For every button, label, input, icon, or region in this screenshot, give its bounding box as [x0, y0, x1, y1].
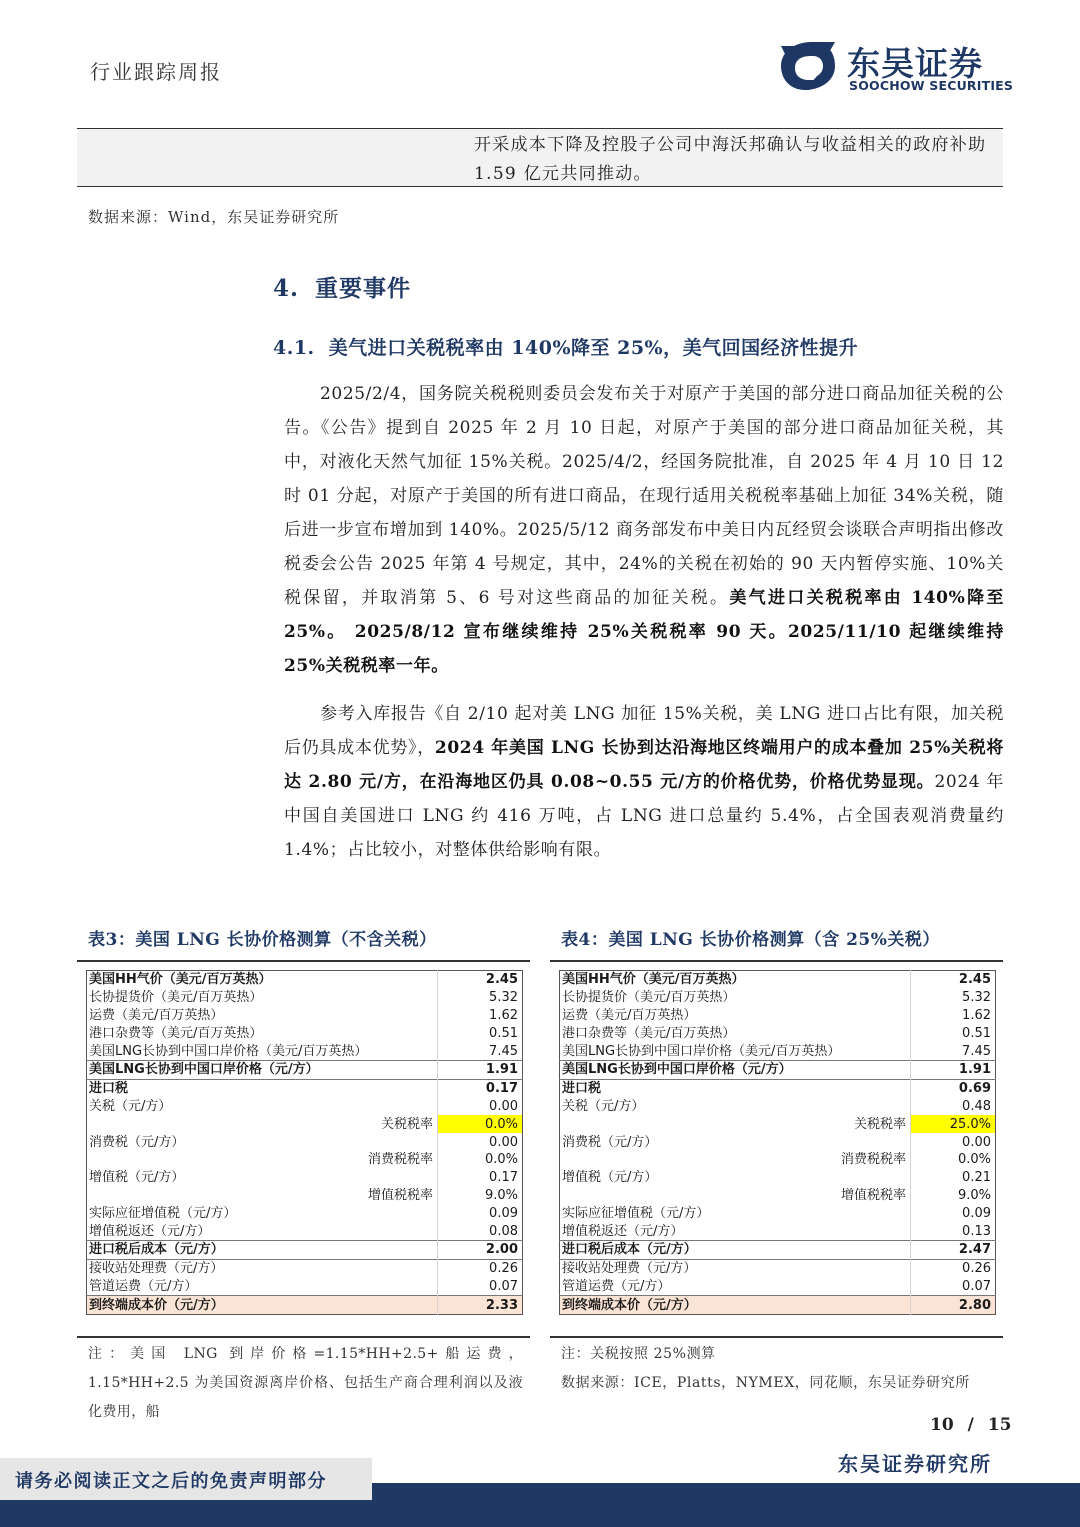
continued-table-cell [77, 129, 1003, 187]
table-row [87, 1024, 523, 1042]
row-label: 进口税后成本（元/方） [560, 1240, 911, 1259]
row-label: 美国LNG长协到中国口岸价格（元/方） [560, 1060, 911, 1079]
row-label: 接收站处理费（元/方） [87, 1259, 438, 1277]
subsection-title: 美气进口关税税率由 140%降至 25%，美气回国经济性提升 [328, 337, 859, 359]
subsection-heading [273, 333, 858, 360]
brand-logo [777, 40, 1014, 96]
table-4-source: 数据来源：ICE，Platts，NYMEX，同花顺，东吴证券研究所 [561, 1375, 970, 1391]
table-row [560, 1133, 996, 1151]
brand-name-en: SOOCHOW SECURITIES [849, 78, 1014, 93]
subsection-number: 4.1. [273, 337, 315, 359]
paragraph-2-text-a: 参考入库报告《自 2/10 起对美 LNG 加征 15%关税，美 LNG 进口占比有限，加关税后仍具成本优势》， [284, 704, 1004, 758]
table-3-note: 注：美国 LNG 到岸价格=1.15*HH+2.5+船运费，1.15*HH+2.5 为美国资源离岸价格、包括生产商合理利润以及液化费用，船 [88, 1346, 523, 1420]
row-label: 增值税税率 [87, 1187, 438, 1205]
row-label: 到终端成本价（元/方） [87, 1296, 438, 1315]
table-4-caption: 表4：美国 LNG 长协价格测算（含 25%关税） [561, 930, 940, 950]
row-value: 25.0% [911, 1115, 996, 1133]
row-value: 1.91 [438, 1060, 523, 1079]
row-value: 0.17 [489, 1170, 518, 1186]
row-value: 0.21 [962, 1170, 991, 1186]
row-value: 0.51 [489, 1025, 518, 1041]
row-label: 增值税（元/方） [87, 1169, 438, 1187]
row-value: 2.47 [911, 1240, 996, 1259]
footer-disclaimer-box [0, 1458, 372, 1500]
body-paragraph-1 [284, 377, 1004, 683]
row-value: 0.48 [962, 1098, 991, 1114]
table-3-bottom-rule [77, 1336, 530, 1338]
row-label: 到终端成本价（元/方） [560, 1296, 911, 1315]
row-value: 0.09 [489, 1205, 518, 1221]
row-value: 5.32 [489, 990, 518, 1006]
row-label: 消费税税率 [87, 1151, 438, 1169]
row-label: 实际应征增值税（元/方） [87, 1204, 438, 1222]
table-row [560, 1151, 996, 1169]
table-row [87, 1098, 523, 1116]
footer-disclaimer: 请务必阅读正文之后的免责声明部分 [15, 1471, 327, 1492]
table-row [87, 1278, 523, 1296]
table-row [87, 1187, 523, 1205]
table-row [560, 1222, 996, 1240]
table-row [87, 1060, 523, 1079]
row-label: 港口杂费等（美元/百万英热） [87, 1024, 438, 1042]
row-value: 1.91 [911, 1060, 996, 1079]
row-label: 长协提货价（美元/百万英热） [87, 989, 438, 1007]
row-value: 0.26 [911, 1259, 996, 1277]
row-label: 关税（元/方） [560, 1098, 911, 1116]
row-value: 2.45 [485, 972, 518, 988]
row-label: 消费税（元/方） [87, 1133, 438, 1151]
row-label: 管道运费（元/方） [87, 1278, 438, 1296]
table-row [560, 1098, 996, 1116]
row-label: 关税（元/方） [87, 1098, 438, 1116]
row-value: 0.07 [489, 1278, 518, 1294]
table-row [87, 1133, 523, 1151]
table-row [87, 1007, 523, 1025]
row-value: 0.51 [962, 1025, 991, 1041]
row-label: 消费税税率 [560, 1151, 911, 1169]
row-value: 5.32 [962, 990, 991, 1006]
row-label: 增值税税率 [560, 1187, 911, 1205]
table-row [87, 1204, 523, 1222]
row-label: 美国HH气价（美元/百万英热） [87, 971, 438, 989]
section-number: 4. [273, 275, 300, 302]
row-value: 2.33 [438, 1296, 523, 1315]
table-row [87, 1042, 523, 1060]
row-value: 0.00 [962, 1134, 991, 1150]
brand-logo-icon [777, 40, 839, 92]
table-4-notes [561, 1340, 1001, 1398]
row-label: 增值税（元/方） [560, 1169, 911, 1187]
footer-institute: 东吴证券研究所 [838, 1452, 992, 1476]
row-value: 2.80 [911, 1296, 996, 1315]
paragraph-2-text-b: 2024 年中国自美国进口 LNG 约 416 万吨，占 LNG 进口总量约 5.4%，占全国表观消费量约 1.4%；占比较小，对整体供给影响有限。 [284, 772, 1004, 860]
row-label: 运费（美元/百万英热） [560, 1007, 911, 1025]
table-row [87, 1115, 523, 1133]
row-label: 港口杂费等（美元/百万英热） [560, 1024, 911, 1042]
row-label: 进口税后成本（元/方） [87, 1240, 438, 1259]
row-value: 0.0% [438, 1115, 523, 1133]
table-row [87, 1169, 523, 1187]
row-label: 实际应征增值税（元/方） [560, 1204, 911, 1222]
row-label: 接收站处理费（元/方） [560, 1259, 911, 1277]
row-value: 0.0% [484, 1152, 518, 1168]
row-value: 0.00 [489, 1134, 518, 1150]
row-value: 0.00 [489, 1098, 518, 1114]
row-label: 管道运费（元/方） [560, 1278, 911, 1296]
row-label: 关税税率 [560, 1115, 911, 1133]
row-label: 增值税返还（元/方） [560, 1222, 911, 1240]
row-value: 1.62 [962, 1007, 991, 1023]
row-value: 0.26 [438, 1259, 523, 1277]
table-row [560, 1060, 996, 1079]
table-4-note: 注：关税按照 25%测算 [561, 1346, 716, 1362]
section-heading [273, 270, 411, 303]
table-row [560, 1187, 996, 1205]
row-value: 9.0% [484, 1187, 518, 1203]
row-label: 美国LNG长协到中国口岸价格（美元/百万英热） [560, 1042, 911, 1060]
row-value: 7.45 [962, 1043, 991, 1059]
table-row [560, 1296, 996, 1315]
brand-name-cn: 东吴证券 [847, 44, 983, 83]
row-value: 0.17 [438, 1079, 523, 1097]
table-row [560, 1240, 996, 1259]
row-value: 1.62 [489, 1007, 518, 1023]
paragraph-1-text: 2025/2/4，国务院关税税则委员会发布关于对原产于美国的部分进口商品加征关税的公告。《公告》提到自 2025 年 2 月 10 日起，对原产于美国的部分进口商品加征关税，其中，对液化天然气加征 15%关税。2025/4/2，经国务院批准，自 2025 年 4 月 10 日 12 时 01 分起，对原产于美国的所有进口商品，在现行适用关税税率基础上加征 34%关税，随后进一步宣布增加到 140%。2025/5/12 商务部发布中美日内瓦经贸会谈联合声明指出修改税委会公告 2025 年第 4 号规定，其中，24%的关税在初始的 90 天内暂停实施、10%关税保留，并取消第 5、6 号对这些商品的加征关税。 [284, 384, 1004, 608]
row-label: 美国LNG长协到中国口岸价格（美元/百万英热） [87, 1042, 438, 1060]
row-label: 长协提货价（美元/百万英热） [560, 989, 911, 1007]
row-value: 0.0% [957, 1152, 991, 1168]
row-label: 进口税 [560, 1079, 911, 1097]
paragraph-2-bold-text: 2024 年美国 LNG 长协到达沿海地区终端用户的成本叠加 25%关税将达 2.80 元/方，在沿海地区仍具 0.08~0.55 元/方的价格优势，价格优势显现。 [284, 738, 1004, 792]
row-label: 美国LNG长协到中国口岸价格（元/方） [87, 1060, 438, 1079]
table-row [560, 971, 996, 989]
table-row [560, 1259, 996, 1277]
section-title: 重要事件 [315, 275, 412, 302]
table-4-bottom-rule [550, 1336, 1003, 1338]
row-label: 美国HH气价（美元/百万英热） [560, 971, 911, 989]
row-value: 0.07 [962, 1278, 991, 1294]
table-row [87, 989, 523, 1007]
table-row [560, 1204, 996, 1222]
table-row [560, 1079, 996, 1097]
report-type-label: 行业跟踪周报 [90, 60, 222, 84]
table-row [560, 1042, 996, 1060]
body-paragraph-2 [284, 697, 1004, 867]
table-row [560, 1169, 996, 1187]
table-row [87, 1296, 523, 1315]
row-label: 运费（美元/百万英热） [87, 1007, 438, 1025]
row-value: 0.08 [489, 1223, 518, 1239]
table-row [87, 971, 523, 989]
table-row [560, 1007, 996, 1025]
table-4-top-rule [550, 960, 1003, 962]
row-label: 增值税返还（元/方） [87, 1222, 438, 1240]
table-row [87, 1079, 523, 1097]
paragraph-1-bold-text: 美气进口关税税率由 140%降至 25%。 2025/8/12 宣布继续维持 25%关税税率 90 天。2025/11/10 起继续维持 25%关税税率一年。 [284, 588, 1004, 676]
data-source-line: 数据来源：Wind，东吴证券研究所 [88, 208, 340, 226]
table-3-top-rule [77, 960, 530, 962]
page-separator: / [967, 1415, 974, 1435]
page-number [930, 1415, 1011, 1435]
row-value: 9.0% [957, 1187, 991, 1203]
row-label: 进口税 [87, 1079, 438, 1097]
table-4 [559, 970, 996, 1315]
table-row [560, 1115, 996, 1133]
table-row [87, 1259, 523, 1277]
table-row [87, 1240, 523, 1259]
row-value: 0.13 [962, 1223, 991, 1239]
table-3 [86, 970, 523, 1315]
table-row [87, 1151, 523, 1169]
row-value: 2.00 [438, 1240, 523, 1259]
row-value: 0.09 [962, 1205, 991, 1221]
row-label: 消费税（元/方） [560, 1133, 911, 1151]
table-row [560, 989, 996, 1007]
table-row [560, 1024, 996, 1042]
row-value: 2.45 [958, 972, 991, 988]
continued-table-text: 开采成本下降及控股子公司中海沃邦确认与收益相关的政府补助 1.59 亿元共同推动。 [474, 135, 987, 184]
row-label: 关税税率 [87, 1115, 438, 1133]
table-row [87, 1222, 523, 1240]
table-3-caption: 表3：美国 LNG 长协价格测算（不含关税） [88, 930, 437, 950]
table-row [560, 1278, 996, 1296]
page-current: 10 [930, 1415, 954, 1435]
page-total: 15 [987, 1415, 1012, 1435]
row-value: 0.69 [911, 1079, 996, 1097]
row-value: 7.45 [489, 1043, 518, 1059]
